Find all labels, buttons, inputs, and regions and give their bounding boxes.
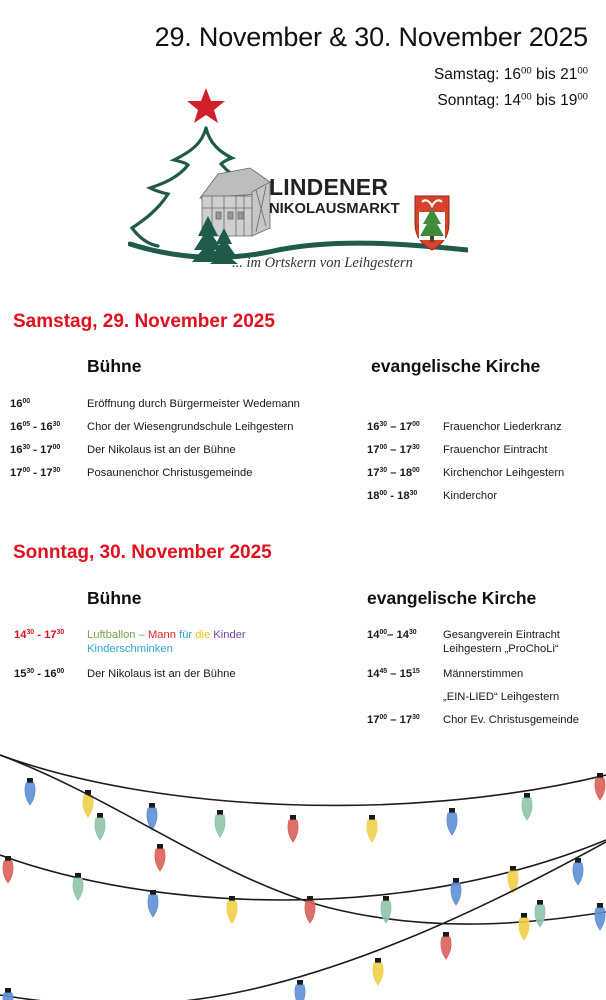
time-slot: $16^{05} - 16^{30}$ bbox=[10, 421, 61, 433]
sunday-heading: Sonntag, 30. November 2025 bbox=[13, 542, 272, 563]
hours-sup: 00 bbox=[520, 91, 532, 103]
event-dates-title: 29. November & 30. November 2025 bbox=[154, 22, 588, 52]
event-description: Frauenchor Eintracht bbox=[443, 444, 548, 456]
hours-sup: 00 bbox=[520, 65, 532, 77]
event-description: Posaunenchor Christusgemeinde bbox=[87, 467, 253, 479]
saturday-stage-heading: Bühne bbox=[87, 356, 142, 376]
hours-label: Sonntag: 14 bbox=[437, 92, 521, 109]
time-slot: $15^{30} - 16^{00}$ bbox=[14, 668, 65, 680]
colored-word: Kinder bbox=[210, 629, 246, 641]
bulb-icon bbox=[155, 844, 165, 871]
saturday-hours bbox=[434, 66, 588, 84]
bulb-icon bbox=[147, 803, 157, 830]
event-description: Gesangverein Eintracht Leihgestern „ProChoLi“ bbox=[443, 629, 560, 655]
saturday-church-heading: evangelische Kirche bbox=[371, 356, 541, 376]
time-slot: $17^{00} - 17^{30}$ bbox=[10, 467, 61, 479]
bulb-icon bbox=[288, 815, 298, 842]
hours-sup: 00 bbox=[577, 91, 588, 103]
bulb-icon bbox=[3, 988, 13, 1000]
colored-word: die bbox=[192, 629, 211, 641]
bulb-icon bbox=[373, 958, 383, 985]
saturday-heading: Samstag, 29. November 2025 bbox=[13, 311, 275, 332]
bulb-icon bbox=[535, 900, 545, 927]
hours-mid: bis 21 bbox=[531, 66, 578, 83]
time-slot: $14^{45} - 15^{15}$ bbox=[367, 668, 420, 680]
christmas-tree-outline-icon bbox=[132, 128, 206, 246]
event-description: Der Nikolaus ist an der Bühne bbox=[87, 668, 236, 680]
bulb-icon bbox=[595, 903, 605, 930]
colored-word: Luftballon bbox=[87, 629, 136, 641]
event-description: „EIN-LIED“ Leihgestern bbox=[443, 691, 560, 703]
time-slot: $17^{00} - 17^{30}$ bbox=[367, 444, 420, 456]
event-description: Frauenchor Liederkranz bbox=[443, 421, 562, 433]
bulb-icon bbox=[447, 808, 457, 835]
bulb-icon bbox=[367, 815, 377, 842]
hours-mid: bis 19 bbox=[531, 92, 578, 109]
event-description: Chor Ev. Christusgemeinde bbox=[443, 714, 579, 726]
time-slot: $18^{00} - 18^{30}$ bbox=[367, 490, 418, 502]
bulb-icon bbox=[573, 858, 583, 885]
sunday-church-heading: evangelische Kirche bbox=[367, 588, 537, 608]
logo-title-nikolausmarkt: NIKOLAUSMARKT bbox=[269, 201, 400, 217]
event-description: Kinderchor bbox=[443, 490, 498, 502]
event-description: Kirchenchor Leihgestern bbox=[443, 467, 565, 479]
bulb-icon bbox=[522, 793, 532, 820]
coat-of-arms-icon bbox=[415, 196, 449, 250]
sunday-stage-heading: Bühne bbox=[87, 588, 142, 608]
bulb-icon bbox=[95, 813, 105, 840]
bulb-icon bbox=[25, 778, 35, 805]
bulb-icon bbox=[227, 896, 237, 923]
light-wire bbox=[0, 842, 606, 1000]
bulb-icon bbox=[519, 913, 529, 940]
time-slot: $16^{30} - 17^{00}$ bbox=[10, 444, 61, 456]
colored-word: – bbox=[135, 629, 148, 641]
bulb-icon bbox=[451, 878, 461, 905]
event-description: Eröffnung durch Bürgermeister Wedemann bbox=[87, 398, 300, 410]
event-description: Der Nikolaus ist an der Bühne bbox=[87, 444, 236, 456]
time-slot: $14^{30} - 17^{30}$ bbox=[14, 629, 65, 641]
bulb-icon bbox=[295, 980, 305, 1000]
time-slot: $14^{00}-$ $14^{30}$ bbox=[367, 629, 417, 641]
string-lights-decoration bbox=[0, 730, 606, 1000]
logo-tagline: ... im Ortskern von Leihgestern bbox=[232, 255, 413, 271]
event-description: Chor der Wiesengrundschule Leihgestern bbox=[87, 421, 294, 433]
time-slot: $16^{30} - 17^{00}$ bbox=[367, 421, 420, 433]
bulb-icon bbox=[215, 810, 225, 837]
bulb-icon bbox=[441, 932, 451, 959]
colored-word: Mann bbox=[147, 629, 176, 641]
hours-label: Samstag: 16 bbox=[433, 66, 521, 83]
time-slot: $17^{00} - 17^{30}$ bbox=[367, 714, 420, 726]
colored-word: Kinderschminken bbox=[87, 643, 173, 655]
bulb-icon bbox=[3, 856, 13, 883]
colored-word: für bbox=[175, 629, 193, 641]
event-description: Männerstimmen bbox=[443, 668, 524, 680]
logo-title-lindener: LINDENER bbox=[269, 174, 389, 200]
time-slot: $17^{30} - 18^{00}$ bbox=[367, 467, 420, 479]
event-description bbox=[87, 628, 246, 656]
hours-sup: 00 bbox=[577, 65, 588, 77]
time-slot: $16^{00}$ bbox=[10, 398, 31, 410]
star-icon bbox=[187, 88, 225, 123]
bulb-icon bbox=[148, 890, 158, 917]
